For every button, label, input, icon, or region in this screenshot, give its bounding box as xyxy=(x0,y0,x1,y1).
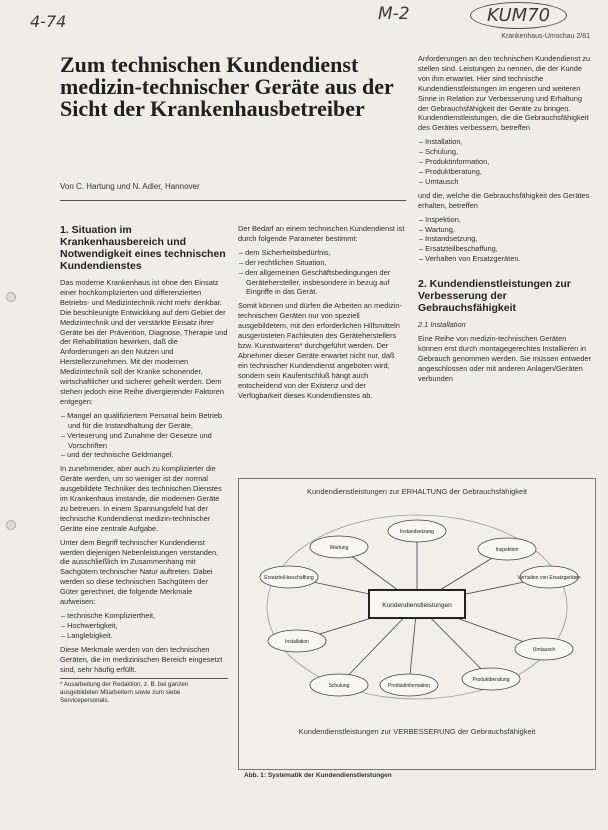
list-item: – der rechtlichen Situation, xyxy=(246,258,406,268)
running-head: Krankenhaus-Umschau 2/81 xyxy=(501,33,590,40)
node-label: Produktberatung xyxy=(472,677,510,683)
paragraph: Der Bedarf an einem technischen Kundendienst ist durch folgende Parameter bestimmt: xyxy=(238,224,405,243)
list-item: – Ersatzteilbeschaffung, xyxy=(426,244,592,254)
title-divider xyxy=(60,200,406,201)
list-item: – Umtausch xyxy=(426,177,592,187)
handwritten-circled-code: KUM70 xyxy=(470,2,567,29)
list-item: – Mangel an qualifiziertem Personal beim Betrieb und für die Instandhaltung der Geräte, xyxy=(68,411,228,431)
footnote: * Ausarbeitung der Redaktion, z. B. bei ganzen ausgebildeten Mitarbeitern sowie zum siebe Servicepersonals. xyxy=(60,678,228,705)
node-label: Instandsetzung xyxy=(400,529,434,535)
center-label: Kundendienstleistungen xyxy=(382,602,452,609)
list-item: – Verhalten von Ersatzgeräten. xyxy=(426,254,592,264)
parameter-list xyxy=(238,248,406,298)
paragraph: Eine Reihe von medizin-technischen Geräten können erst durch montagegerechtes Installieren in Gebrauch genommen werden. Sie müssen entweder angeschlossen oder mit anderen Anlagen/Geräten verbunden xyxy=(418,334,591,383)
list-item: – Installation, xyxy=(426,137,592,147)
section-2-heading: 2. Kundendienstleistungen zur Verbesserung der Gebrauchsfähigkeit xyxy=(418,278,571,315)
paragraph: Diese Merkmale werden von den technischen Geräten, die im medizinischen Bereich eingesetzt sind, sehr häufig erfüllt. xyxy=(60,644,223,674)
list-item: – technische Kompliziertheit, xyxy=(68,611,228,621)
factor-list xyxy=(60,411,228,461)
column-2 xyxy=(238,224,406,404)
handwritten-note-left: 4-74 xyxy=(30,12,67,31)
node-label: Ersatzteil-beschaffung xyxy=(264,575,314,581)
article-authors: Von C. Hartung und N. Adler, Hannover xyxy=(60,182,200,191)
improvement-list xyxy=(418,137,592,187)
figure-top-label: Kundendienstleistungen zur ERHALTUNG der Gebrauchsfähigkeit xyxy=(307,487,527,496)
list-item: – Produktinformation, xyxy=(426,157,592,167)
figure-caption: Abb. 1: Systematik der Kundendienstleistungen xyxy=(244,772,392,779)
list-item: – Instandsetzung, xyxy=(426,234,592,244)
article-title: Zum technischen Kundendienst medizin-technischer Geräte aus der Sicht der Krankenhausbetreiber xyxy=(60,52,394,121)
list-item: – Hochwertigkeit, xyxy=(68,621,228,631)
list-item: – und der technische Geldmangel. xyxy=(68,450,228,460)
paragraph: Anforderungen an den technischen Kundendienst zu stellen sind. Leistungen zu nennen, die der Kunde von ihm erwartet. Hier sind technische Kundendienstleistungen im engeren und weiteren Sinne in Relation zur Verbesserung und Erhaltung der Gebrauchsfähigkeit der Geräte zu bringen. Kundendienstleistungen, die die Gebrauchsfähigkeit des Gerätes verbessern, betreffen xyxy=(418,54,591,133)
node-label: Installation xyxy=(285,639,309,645)
paragraph: In zunehmender, aber auch zu komplizierter die Geräte werden, um so weniger ist der normal ausgebildete Techniker des technischen Dienstes im Krankenhaus imstande, die modernen Geräte zu betreuen. In einem Spannungsfeld hat der technische Kundendienst medizin-technischer Geräte eine zentrale Aufgabe. xyxy=(60,464,222,533)
feature-list xyxy=(60,611,228,641)
section-1-heading: 1. Situation im Krankenhausbereich und Notwendigkeit eines technischen Kundendienstes xyxy=(60,224,226,272)
column-3 xyxy=(418,54,592,388)
paragraph: Somit können und dürfen die Arbeiten an medizin-technischen Geräten nur von speziell ausgebildetem, mit den erforderlichen Hilfsmitteln ausgerüsteten Fachleuten des Geräteherstellers bzw. Kunstwartens* durchgeführt werden. Der Abnehmer dieser Geräte erwartet nicht nur, daß ein technischer Kundendienst angeboten wird, sondern sein Kaufentschluß hängt auch entscheidend von der Existenz und der Verfügbarkeit dieses Kundendienstes ab. xyxy=(238,301,402,400)
diagram-svg xyxy=(239,479,595,769)
node-label: Produktinformation xyxy=(388,683,430,689)
subsection-heading: 2.1 Installation xyxy=(418,320,466,330)
maintenance-list xyxy=(418,215,592,265)
list-item: – Langlebigkeit. xyxy=(68,631,228,641)
node-label: Inspektion xyxy=(495,547,519,553)
list-item: – Schulung, xyxy=(426,147,592,157)
list-item: – Produktberatung, xyxy=(426,167,592,177)
list-item: – den allgemeinen Geschäftsbedingungen der Gerätehersteller, insbesondere in bezug auf Eingriffe in das Gerät. xyxy=(246,268,406,298)
handwritten-note-right: M-2 xyxy=(378,4,410,24)
paragraph: Das moderne Krankenhaus ist ohne den Einsatz einer hochkomplizierten und differenzierten Betriebs- und Medizintechnik nicht mehr denkbar. Die beschleunigte Entwicklung auf dem Gebiet der Medizintechnik und der verstärkte Einsatz ihrer Geräte bei der Prävention, Diagnose, Therapie und der Rehabilitation bewirken, daß die Anforderungen an den Nutzen und Herstellerzunehmen. Mit der modernen Medizintechnik soll der Kranke schonender, wirtschaftlicher und sicherer geheilt werden. Dem stehen jedoch eine Reihe divergierender Faktoren entgegen: xyxy=(60,278,228,406)
list-item: – dem Sicherheitsbedürfnis, xyxy=(246,248,406,258)
column-1 xyxy=(60,224,228,705)
node-label: Verhalten von Ersatzgeräten xyxy=(517,575,581,581)
node-label: Wartung xyxy=(329,545,349,551)
punch-hole xyxy=(6,292,16,302)
paragraph: Unter dem Begriff technischer Kundendienst werden diejenigen Nebenleistungen verstanden, die ausschließlich im Zusammenhang mit Sachgütern technischer Natur auftreten. Dabei werden so diese technischen Sachgütern der Güter gerechnet, die folgende Merkmale aufweisen: xyxy=(60,537,219,607)
figure-bottom-label: Kundendienstleistungen zur VERBESSERUNG der Gebrauchsfähigkeit xyxy=(298,727,536,736)
node-label: Schulung xyxy=(328,683,350,689)
punch-hole xyxy=(6,520,16,530)
list-item: – Wartung, xyxy=(426,225,592,235)
list-item: – Inspektion, xyxy=(426,215,592,225)
list-item: – Verteuerung und Zunahme der Gesetze und Vorschriften xyxy=(68,431,228,451)
paragraph: und die, welche die Gebrauchsfähigkeit des Gerätes erhalten, betreffen xyxy=(418,190,590,210)
figure-diagram xyxy=(238,478,596,770)
node-label: Umtausch xyxy=(532,647,556,653)
